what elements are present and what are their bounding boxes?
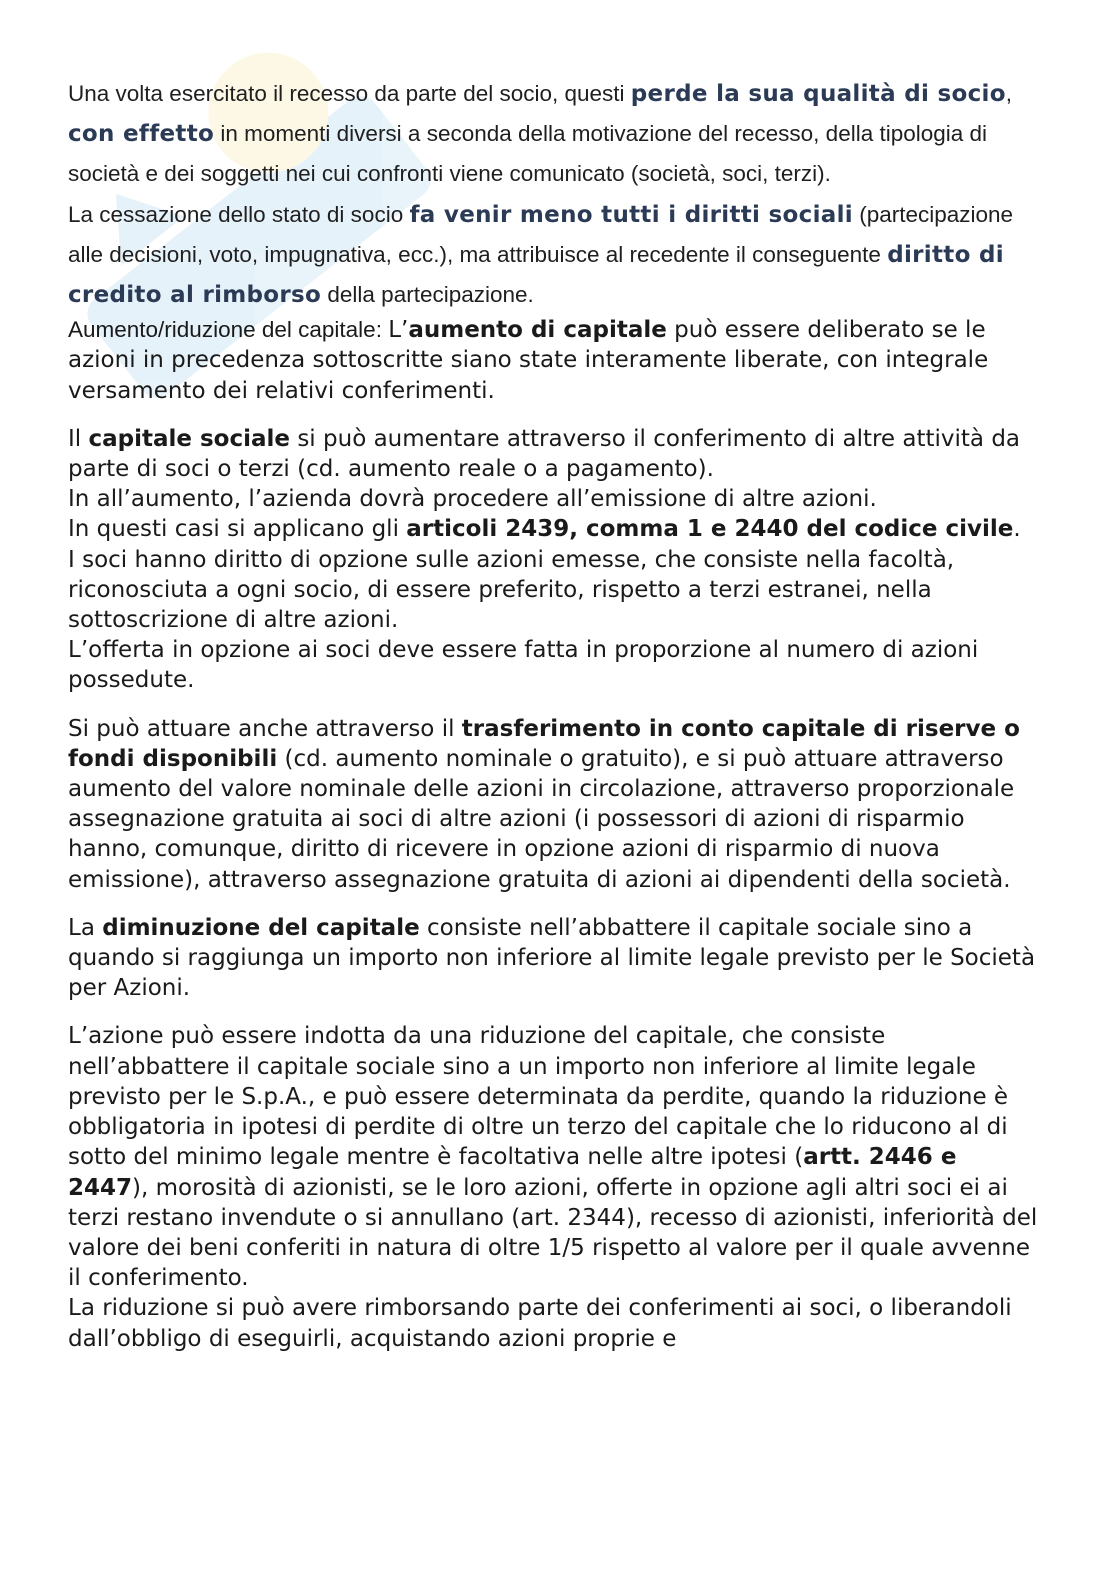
text-run: può essere deliberato se le azioni in precedenza sottoscritte siano state interamente liberate, con integrale versamento dei relativi conferimenti. <box>68 317 989 404</box>
text-run: In questi casi si applicano gli <box>68 516 407 543</box>
text-line: In all’aumento, l’azienda dovrà procedere all’emissione di altre azioni. <box>68 486 877 513</box>
highlight-con-effetto: con effetto <box>68 121 215 148</box>
text-line: I soci hanno diritto di opzione sulle azioni emesse, che consiste nella facoltà, riconosciuta a ogni socio, di essere preferito, rispetto a terzi estranei, nella sottoscrizione di altre azioni. <box>68 546 955 634</box>
text-run: , <box>1005 81 1013 106</box>
text-run: L’ <box>388 317 409 344</box>
text-run: della partecipazione. <box>321 282 534 308</box>
bold-artt-2446-2447: artt. 2446 e 2447 <box>68 1144 957 1201</box>
bold-diminuzione-capitale: diminuzione del capitale <box>102 914 420 941</box>
text-run: in momenti diversi a seconda della motivazione del recesso, della tipologia di società e dei soggetti nei cui confronti viene comunicato (società, soci, terzi). <box>68 121 988 187</box>
text-run: (cd. aumento nominale o gratuito), e si può attuare attraverso aumento del valore nominale delle azioni in circolazione, attraverso proporzionale assegnazione gratuita ai soci di altre azioni (i possessori di azioni di risparmio hanno, comunque, diritto di ricevere in opzione azioni di risparmio di nuova emissione), attraverso assegnazione gratuita di azioni ai dipendenti della società. <box>68 745 1015 893</box>
text-run: Una volta esercitato il recesso da parte del socio, questi <box>68 81 631 106</box>
paragraph-cessazione <box>68 195 1043 316</box>
section-lead: Aumento/riduzione del capitale: <box>68 317 389 343</box>
paragraph-capitale-sociale <box>68 424 1043 696</box>
paragraph-trasferimento <box>68 714 1043 895</box>
text-line: L’offerta in opzione ai soci deve essere fatta in proporzione al numero di azioni possedute. <box>68 637 979 694</box>
highlight-diritto-credito: diritto di credito al rimborso <box>68 241 1004 309</box>
paragraph-aumento-riduzione <box>68 315 1043 406</box>
text-run: La <box>68 914 103 941</box>
text-run: si può aumentare attraverso il conferimento di altre attività da parte di soci o terzi (cd. aumento reale o a pagamento). <box>68 425 1021 483</box>
text-run: Il <box>68 425 89 452</box>
paragraph-diminuzione <box>68 913 1043 1004</box>
document-body <box>68 74 1043 1354</box>
bold-articoli-codice-civile: articoli 2439, comma 1 e 2440 del codice civile <box>406 516 1014 543</box>
highlight-perdita-qualita: perde la sua qualità di socio <box>630 81 1006 107</box>
paragraph-recesso <box>68 74 1043 195</box>
text-run: . <box>1013 516 1021 543</box>
highlight-diritti-sociali: fa venir meno tutti i diritti sociali <box>409 201 853 228</box>
bold-capitale-sociale: capitale sociale <box>88 425 291 452</box>
text-line: La riduzione si può avere rimborsando parte dei conferimenti ai soci, o liberandoli dall’obbligo di eseguirli, acquistando azioni proprie e <box>68 1295 1012 1352</box>
text-run: (partecipazione alle decisioni, voto, impugnativa, ecc.), ma attribuisce al recedente il conseguente <box>68 201 1014 267</box>
text-run: ), morosità di azionisti, se le loro azioni, offerte in opzione agli altri soci ei ai terzi restano invendute o si annullano (art. 2344), recesso di azionisti, inferiorità del valore dei beni conferiti in natura di oltre 1/5 rispetto al valore per il quale avvenne il conferimento. <box>68 1174 1038 1292</box>
text-run: Si può attuare anche attraverso il <box>68 715 462 742</box>
text-run: consiste nell’abbattere il capitale sociale sino a quando si raggiunga un importo non inferiore al limite legale previsto per le Società per Azioni. <box>68 914 1036 1002</box>
paragraph-riduzione <box>68 1021 1043 1353</box>
bold-aumento-capitale: aumento di capitale <box>408 317 667 344</box>
text-run: L’azione può essere indotta da una riduzione del capitale, che consiste nell’abbattere il capitale sociale sino a un importo non inferiore al limite legale previsto per le S.p.A., e può essere determinata da perdite, quando la riduzione è obbligatoria in ipotesi di perdite di oltre un terzo del capitale che lo riducono al di sotto del minimo legale mentre è facoltativa nelle altre ipotesi ( <box>68 1023 1009 1171</box>
text-run: La cessazione dello stato di socio <box>68 201 410 227</box>
bold-trasferimento-riserve: trasferimento in conto capitale di riserve o fondi disponibili <box>68 715 1020 772</box>
